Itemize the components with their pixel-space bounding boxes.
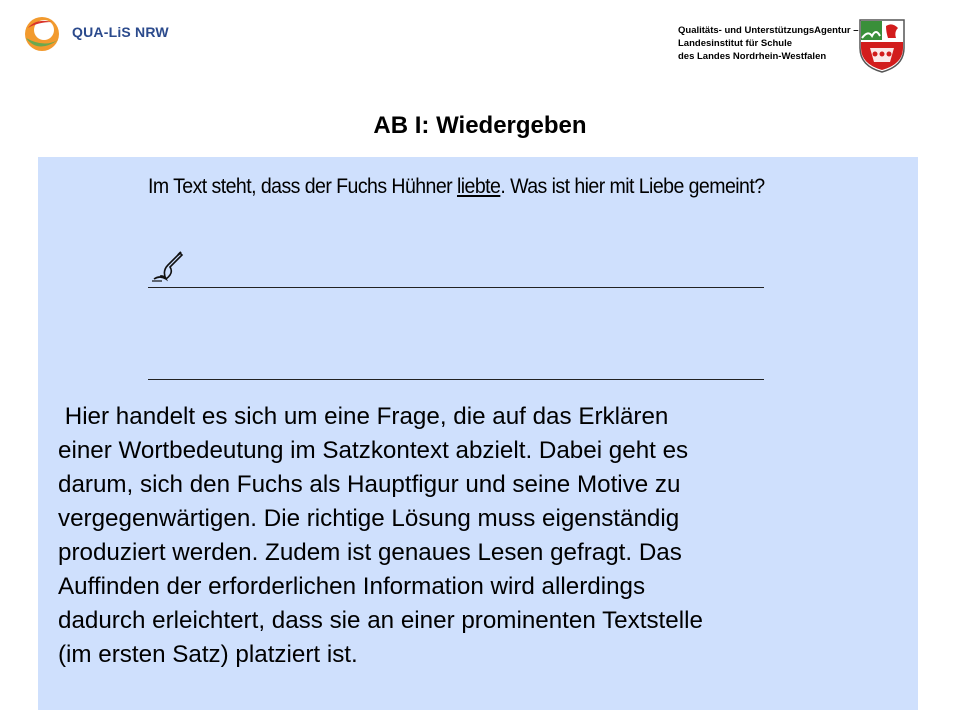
qualis-logo-text: QUA-LiS NRW	[72, 24, 169, 40]
explanation-line: produziert werden. Zudem ist genaues Lesen gefragt. Das	[58, 539, 682, 566]
page-title: AB I: Wiedergeben	[373, 112, 587, 139]
explanation-line: Hier handelt es sich um eine Frage, die auf das Erklären	[58, 403, 669, 430]
explanation-line: einer Wortbedeutung im Satzkontext abzielt. Dabei geht es	[58, 437, 689, 464]
explanation-line: vergegenwärtigen. Die richtige Lösung muss eigenständig	[58, 505, 680, 532]
answer-line	[148, 379, 764, 380]
nrw-coat-of-arms-icon	[858, 18, 906, 74]
explanation-line: darum, sich den Fuchs als Hauptfigur und seine Motive zu	[58, 471, 681, 498]
worksheet-question	[148, 175, 765, 199]
explanation-paragraph	[58, 400, 918, 672]
qualis-swirl-icon	[22, 14, 66, 54]
question-text: Im Text steht, dass der Fuchs Hühner	[148, 175, 457, 198]
question-text-end: . Was ist hier mit Liebe gemeint?	[500, 175, 765, 198]
institution-name	[678, 24, 859, 63]
institution-line: Qualitäts- und UnterstützungsAgentur –	[678, 25, 859, 36]
qualis-logo	[22, 14, 182, 54]
answer-line	[148, 287, 764, 288]
explanation-line: dadurch erleichtert, dass sie an einer prominenten Textstelle	[58, 607, 703, 634]
explanation-line: Auffinden der erforderlichen Information wird allerdings	[58, 573, 646, 600]
worksheet-panel	[38, 157, 918, 710]
question-underlined-word: liebte	[456, 175, 501, 198]
institution-line: Landesinstitut für Schule	[678, 38, 793, 49]
writing-hand-icon	[150, 249, 184, 283]
explanation-line: (im ersten Satz) platziert ist.	[58, 641, 358, 668]
institution-line: des Landes Nordrhein-Westfalen	[678, 51, 827, 62]
